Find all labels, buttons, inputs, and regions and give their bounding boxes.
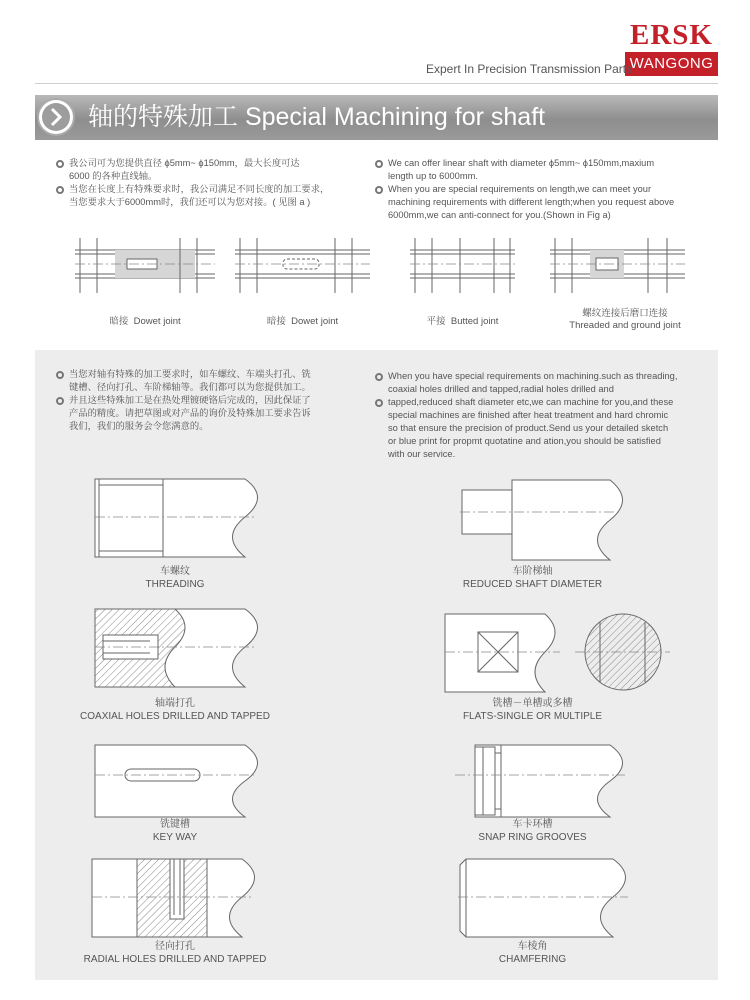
header-divider [35, 83, 718, 84]
reduced-shaft-drawing [460, 480, 640, 570]
brand-sub-logo: WANGONG [625, 52, 718, 76]
process-caption: 车阶梯轴 REDUCED SHAFT DIAMETER [462, 566, 603, 590]
intro-cn-line: 我公司可为您提供直径 ϕ5mm~ ϕ150mm，最大长度可达 [55, 157, 355, 170]
intro-en-line: machining requirements with different length;when you request above [388, 197, 675, 207]
special-en-line: coaxial holes drilled and tapped,radial holes drilled and [388, 384, 614, 394]
special-en-line: so that ensure the precision of product.Send us your detailed sketch [388, 423, 669, 433]
special-cn-line: 并且这些特殊加工是在热处理镀硬铬后完成的，因此保证了 [55, 394, 355, 407]
threading-drawing [95, 475, 270, 565]
intro-cn-line: 当您在长度上有特殊要求时，我公司满足不同长度的加工要求， [55, 183, 355, 196]
special-en-line: When you have special requirements on machining.such as threading, [374, 370, 709, 383]
joint-caption: 螺纹连接后磨口连接 Threaded and ground joint [569, 308, 681, 331]
chamfering-drawing [458, 855, 643, 940]
threaded-joint-drawing [550, 238, 685, 300]
coaxial-holes-drawing [95, 605, 270, 695]
process-caption: 车卡环槽 SNAP RING GROOVES [478, 819, 587, 843]
joint-caption: 平接 Butted joint [426, 316, 499, 327]
joint-caption: 暗接 Dowet joint [109, 316, 181, 327]
special-cn-line: 键槽、径向打孔、车阶梯轴等。我们都可以为您提供加工。 [69, 382, 311, 392]
radial-holes-drawing [92, 855, 272, 940]
section-title: 轴的特殊加工 Special Machining for shaft [88, 103, 546, 131]
dowel-joint-drawing-1 [75, 238, 215, 300]
special-en [374, 370, 709, 461]
special-cn-line: 产品的精度。请把草图或对产品的询价及特殊加工要求告诉 [69, 408, 311, 418]
intro-cn-line: 6000 的各种直线轴。 [69, 171, 158, 181]
intro-en-line: When you are special requirements on length,we can meet your [374, 183, 709, 196]
special-en-line: special machines are finished after heat treatment and hard chromic [388, 410, 669, 420]
process-caption: 铣槽－单槽或多槽 FLATS-SINGLE OR MULTIPLE [462, 698, 603, 722]
snap-ring-drawing [455, 745, 640, 820]
special-en-line: tapped,reduced shaft diameter etc,we can machine for you,and these [374, 396, 709, 409]
intro-cn-line: 当您要求大于6000mm时，我们还可以为您对接。( 见图 a ) [69, 197, 311, 207]
intro-en-line: We can offer linear shaft with diameter ϕ5mm~ ϕ150mm,maxium [374, 157, 709, 170]
process-caption: 车螺纹 THREADING [145, 566, 205, 590]
brand-logo: ERSK [630, 19, 713, 51]
process-caption: 铣键槽 KEY WAY [152, 819, 198, 843]
dowel-joint-drawing-2 [235, 238, 370, 300]
process-caption: 径向打孔 RADIAL HOLES DRILLED AND TAPPED [83, 941, 267, 965]
intro-en-line: 6000mm,we can anti-connect for you.(Shown in Fig a) [388, 210, 611, 220]
intro-en-line: length up to 6000mm. [388, 171, 478, 181]
process-caption: 轴端打孔 COAXIAL HOLES DRILLED AND TAPPED [80, 698, 270, 722]
intro-en [374, 157, 709, 222]
chevron-right-icon [42, 103, 70, 131]
special-en-line: or blue print for propmt quotatine and ation,you should be satisfied [388, 436, 661, 446]
special-cn [55, 368, 355, 433]
special-cn-line: 我们，我们的服务会令您满意的。 [69, 421, 209, 431]
tagline: Expert In Precision Transmission Parts [426, 62, 633, 76]
special-en-line: with our service. [388, 449, 456, 459]
intro-cn [55, 157, 355, 209]
joint-caption: 暗接 Dowet joint [266, 316, 339, 327]
special-cn-line: 当您对轴有特殊的加工要求时，如车螺纹、车端头打孔、铣 [55, 368, 355, 381]
keyway-drawing [95, 745, 270, 820]
flats-drawing [445, 610, 675, 695]
butted-joint-drawing [410, 238, 515, 300]
process-caption: 车棱角 CHAMFERING [498, 941, 567, 965]
